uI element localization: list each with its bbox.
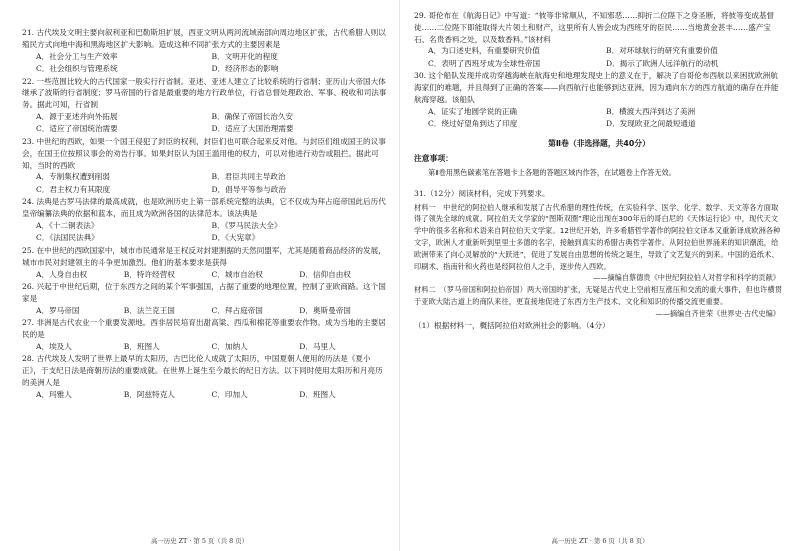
question-27 [22, 317, 387, 353]
options [22, 171, 387, 196]
options [22, 111, 387, 136]
option-d[interactable]: D．马里人 [299, 341, 336, 351]
option-c[interactable]: C．城市自治权 [211, 269, 263, 279]
option-c[interactable]: C．拜占庭帝国 [211, 305, 263, 315]
material-1: 材料一 中世纪的阿拉伯人继承和发展了古代希腊的理性传统，在实验科学、医学、化学、数学、天文等各方面取得了领先全球的成就。阿拉伯天文学家的“图斯双圈”理论出现在300年后的哥白尼的《天体运行论》中，现代天文学中的很多名称和术语来自阿拉伯天文学家。12世纪开始，许多希腊哲学著作的阿拉伯文译本又重新译成欧洲各种文字，欧洲人才重新听到里里士多德的名字，接触到真实的希腊古典哲学著作。从阿拉伯世界涌来的知识潮流，给欧洲带来了向心灵解放的“大跃进”，促进了发展自由思想的传统之诞生，导致了文艺复兴的到来。中国的造纸术、印刷术、指南针和火药也是经阿拉伯人之手，逐步传入西欧。 [414, 202, 781, 271]
option-b[interactable]: B．《罗马民法大全》 [211, 220, 282, 230]
option-b[interactable]: B．班图人 [123, 341, 160, 351]
option-c[interactable]: C．表明了西班牙成为全球性帝国 [428, 58, 541, 68]
option-d[interactable]: D．《大宪章》 [211, 233, 260, 243]
question-29 [414, 10, 784, 70]
question-number: 27. [22, 318, 35, 328]
option-c[interactable]: C．君主权力有其限度 [36, 184, 111, 194]
question-text: 在中世纪的西欧国家中，城市市民通常是王权反对封建割据的天然同盟军，尤其是随着商品经济的发展，城市市民对封建领主的斗争更加激烈。他们的基本要求是获得 [22, 245, 386, 267]
question-31 [414, 188, 784, 332]
question-number: 23. [22, 136, 35, 146]
question-number: 24. [22, 197, 35, 207]
option-d[interactable]: D．发现欧亚之间最短通道 [606, 119, 696, 129]
option-a[interactable]: A．人身自由权 [36, 269, 88, 279]
option-d[interactable]: D．班图人 [299, 389, 336, 399]
option-c[interactable]: C．社会组织与管理系统 [36, 64, 118, 74]
option-d[interactable]: D．奥斯曼帝国 [299, 305, 351, 315]
source-2: ——摘编自齐世荣《世界史·古代史编》 [655, 308, 780, 318]
option-a[interactable]: A．《十二铜表法》 [36, 220, 99, 230]
question-22 [22, 76, 387, 136]
options [414, 106, 784, 131]
source-1: ——摘编自蔡德贵《中世纪阿拉伯人对哲学和科学的贡献》 [593, 273, 780, 283]
question-text: 古代埃及文明主要向叙利亚和巴勒斯坦扩展，西亚文明从两河流域南部向周边地区扩张，古代希腊人则以殖民方式向地中海和黑海地区扩大影响。造成这种不同扩张方式的主要因素是 [22, 28, 386, 49]
question-text: 哥伦布在《航海日记》中写道：“彼等非常顺从，不知邪恶……抑折二位陛下之身圣断，将彼等变成基督徒……二位陛下即能取得大片领土和财产，这里所有人皆会成为西班牙的臣民……当地黄金甚丰……盛产宝石、名贵香料之处，以及数香料。”该材料 [414, 11, 775, 44]
question-23 [22, 136, 387, 196]
question-list-left [22, 27, 387, 401]
options [22, 269, 387, 282]
question-number: 26. [22, 282, 35, 292]
material-2: 材料二 （罗马帝国和阿拉伯帝国）两大帝国的扩张，无疑是古代史上空前相互涨压和交流的重大事件，但也许横贯于亚欧大陆古道上的商队来往，更直接地促进了东西方生产技术、文化和知识的传播交流更重要。 [414, 285, 783, 306]
notice-text: 第Ⅱ卷用黑色碳素笔在答题卡上各题的答题区域内作答，在试题卷上作答无效。 [428, 167, 676, 177]
question-text: 非洲是古代农业一个重要发源地。西非居民培育出甜高粱、西瓜和棉花等重要农作物。成为当地的主要居民的是 [22, 318, 386, 339]
question-text: 古代埃及人发明了世界上最早的太阳历，古巴比伦人成就了太阳历，中国夏朝人便用的历法是《夏小正》，于支纪日法是商朝历法的重要成就。在世界上诞生至今最长的纪日方法。以下同时使用太阳历和月亮历的美洲人是 [22, 354, 383, 387]
options [414, 45, 784, 70]
option-d[interactable]: D．倡导平等参与政治 [211, 184, 286, 194]
option-a[interactable]: A．罗马帝国 [36, 305, 80, 315]
options [22, 305, 387, 318]
option-a[interactable]: A．玛雅人 [36, 389, 72, 399]
option-d[interactable]: D．信仰自由权 [299, 269, 351, 279]
option-c[interactable]: C．加纳人 [211, 341, 248, 351]
options [22, 51, 387, 76]
question-24 [22, 196, 387, 245]
option-d[interactable]: D．经济形态的影响 [211, 64, 279, 74]
question-number: 22. [22, 76, 35, 86]
question-text: 中世纪的西欧，如果一个国王侵犯了封臣的权利，封臣们也可联合起来反对他。与封臣们组成国王的议事会，在国王位按照议事会的劝告行事。如果封臣认为国王滥用他的权力，可以对他进行劝告或阻拦。据此可知，当时的西欧 [22, 136, 386, 170]
page-footer-left: 高一历史 ZT · 第 5 页（共 8 页） [151, 537, 248, 545]
exam-page-right [400, 0, 800, 551]
question-text: 一些范围比较大的古代国家一般实行行省制。亚述、亚述人建立了比较系统的行省制；亚历山大帝国大体继承了波斯的行省制度；罗马帝国的行省是最重要的地方行政单位，行省总督处理政治、军事、税收和司法事务。据此可知，行省制 [22, 76, 387, 110]
option-a[interactable]: A．专制集权遭到削弱 [36, 172, 110, 182]
option-b[interactable]: B．君臣共同主导政治 [211, 172, 286, 182]
option-b[interactable]: B．文明开化的程度 [211, 51, 278, 61]
option-d[interactable]: D．适应了大国治理需要 [211, 124, 294, 134]
option-c[interactable]: C．《法国民法典》 [36, 233, 99, 243]
question-26 [22, 281, 387, 317]
option-b[interactable]: B．确保了帝国长治久安 [211, 111, 294, 121]
section-title: 第Ⅱ卷（非选择题，共40分） [548, 138, 650, 148]
option-c[interactable]: C．印加人 [211, 389, 248, 399]
question-number: 28. [22, 354, 35, 364]
question-text: 法典是古罗马法律的最高成就，也是欧洲历史上第一部系统完整的法典，它不仅成为拜占庭帝国此后历代皇帝编纂法典的依据和蓝本，而且成为欧洲各国的法律范本。该法典是 [22, 197, 386, 219]
question-number: 25. [22, 245, 35, 255]
option-a[interactable]: A．证实了地圆学说的正确 [428, 106, 518, 116]
question-21 [22, 27, 387, 76]
option-b[interactable]: B．特许经营权 [123, 269, 175, 279]
page-footer-right: 高一历史 ZT · 第 6 页（共 8 页） [551, 537, 649, 545]
option-a[interactable]: A．源于亚述并向外拓展 [36, 111, 118, 121]
option-a[interactable]: A．社会分工与生产效率 [36, 51, 118, 61]
option-d[interactable]: D．揭示了欧洲人远洋航行的动机 [606, 58, 719, 68]
option-a[interactable]: A．埃及人 [36, 341, 72, 351]
question-30 [414, 70, 784, 130]
question-number: 30. [414, 71, 427, 81]
options [22, 389, 387, 402]
question-28 [22, 353, 387, 401]
option-b[interactable]: B．阿兹特克人 [123, 389, 175, 399]
option-b[interactable]: B．法兰克王国 [123, 305, 175, 315]
question-number: 29. [414, 11, 427, 20]
option-c[interactable]: C．绕过好望角到达了印度 [428, 119, 518, 129]
question-25 [22, 245, 387, 281]
question-text: 这个船队发现并成功穿越海峡在航海史和地理发现史上的意义在于，解决了自哥伦布西航以来困扰欧洲航海家们的难题，并且得到了正确的答案——向西航行也能够到达亚洲，因为通向东方的西方航道的确存在并能航海穿越。该船队 [414, 71, 779, 104]
option-b[interactable]: B．对环球航行的研究有重要价值 [606, 46, 718, 56]
options [22, 220, 387, 245]
notice-title: 注意事项： [414, 153, 453, 163]
question-text: 兴起于中世纪后期，位于东西方之间的某个军事强国，占据了重要的地理位置，控制了亚欧商路。这个国家是 [22, 282, 386, 303]
option-c[interactable]: C．适应了帝国统治需要 [36, 124, 118, 134]
question-31-header: 31.（12分）阅读材料，完成下列要求。 [414, 188, 550, 198]
options [22, 341, 387, 354]
sub-question-1: （1）根据材料一，概括阿拉伯对欧洲社会的影响。（4分） [414, 320, 610, 330]
question-number: 21. [22, 28, 35, 37]
option-a[interactable]: A．为口述史料，有重要研究价值 [428, 46, 540, 56]
option-b[interactable]: B．横渡大西洋到达了美洲 [606, 106, 696, 116]
